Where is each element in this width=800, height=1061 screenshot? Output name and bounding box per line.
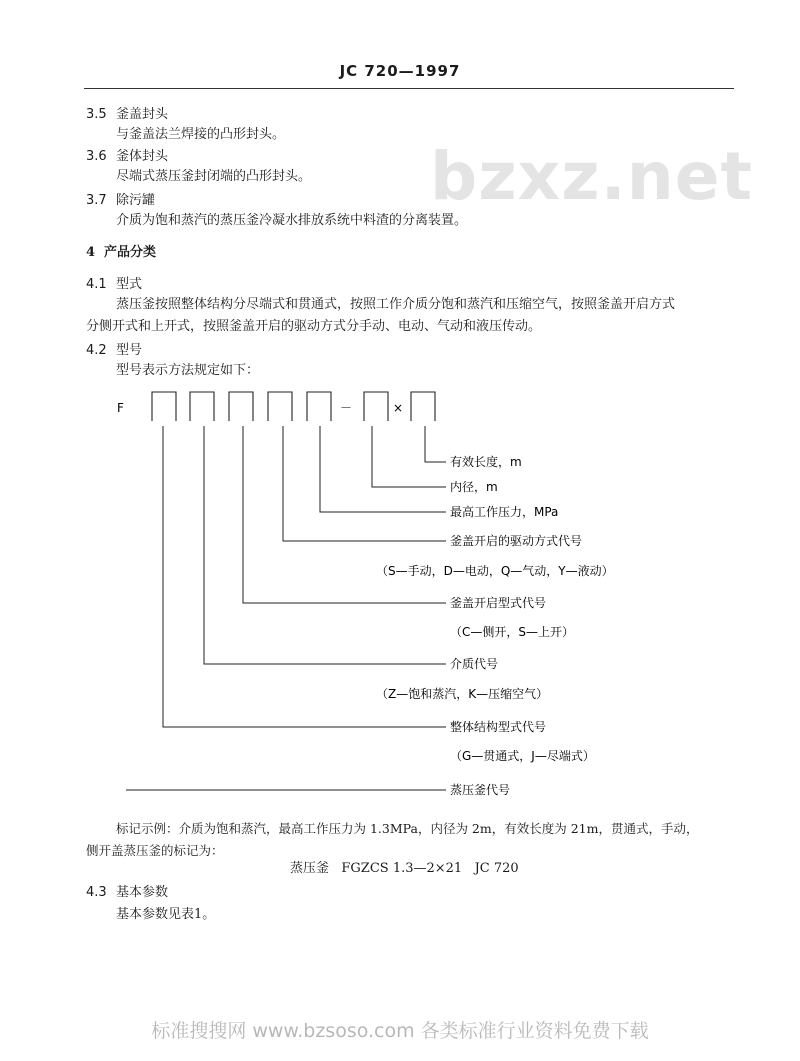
label-open-type: 釜盖开启型式代号 xyxy=(450,596,547,610)
section-title: 除污罐 xyxy=(116,193,156,208)
label-drive-codes: （S—手动，D—电动，Q—气动，Y—液动） xyxy=(376,564,614,578)
leader-drive xyxy=(283,426,446,541)
label-length: 有效长度，m xyxy=(450,455,522,469)
section-4-1-line1: 蒸压釜按照整体结构分尽端式和贯通式，按照工作介质分饱和蒸汽和压缩空气，按照釜盖开启方式 xyxy=(116,297,676,312)
watermark: bzxz.net xyxy=(430,138,754,215)
section-number: 3.5 xyxy=(86,107,107,122)
label-medium: 介质代号 xyxy=(450,657,499,671)
example-marking: 蒸压釜 FGZCS 1.3—2×21 JC 720 xyxy=(290,861,519,876)
label-diameter: 内径，m xyxy=(450,480,498,494)
leader-medium xyxy=(204,426,446,664)
label-drive: 釜盖开启的驱动方式代号 xyxy=(450,534,583,548)
label-structure-codes: （G—贯通式，J—尽端式） xyxy=(450,749,595,763)
code-times: × xyxy=(393,401,404,415)
code-box-open-type xyxy=(229,392,253,421)
label-structure: 整体结构型式代号 xyxy=(450,720,547,734)
section-4-2-intro: 型号表示方法规定如下： xyxy=(116,363,260,378)
section-number: 4.3 xyxy=(86,885,107,900)
example-line1: 标记示例：介质为饱和蒸汽，最高工作压力为 1.3MPa，内径为 2m，有效长度为 21m，贯通式，手动， xyxy=(116,821,699,836)
leader-pressure xyxy=(320,426,446,512)
label-open-codes: （C—侧开，S—上开） xyxy=(450,625,574,639)
section-4-1-line2: 分侧开式和上开式，按照釜盖开启的驱动方式分手动、电动、气动和液压传动。 xyxy=(86,319,542,334)
footer-banner: 标准搜搜网 www.bzsoso.com 各类标准行业资料免费下载 xyxy=(151,1020,649,1042)
section-number: 4 xyxy=(86,245,96,260)
section-title: 型式 xyxy=(116,277,143,292)
section-number: 4.1 xyxy=(86,277,107,292)
label-product: 蒸压釜代号 xyxy=(450,783,511,797)
section-title: 釜盖封头 xyxy=(116,107,169,122)
section-number: 3.6 xyxy=(86,149,107,164)
section-title: 釜体封头 xyxy=(116,149,169,164)
code-box-diameter xyxy=(364,392,388,421)
page-header: JC 720—1997 xyxy=(339,62,461,80)
code-dash: － xyxy=(340,401,353,415)
section-number: 4.2 xyxy=(86,343,107,358)
section-title: 基本参数 xyxy=(116,885,169,900)
label-pressure: 最高工作压力，MPa xyxy=(450,505,559,519)
section-4-3-heading xyxy=(86,884,168,902)
section-3-7-text: 介质为饱和蒸汽的蒸压釜冷凝水排放系统中料渣的分离装置。 xyxy=(116,213,468,228)
code-box-pressure xyxy=(307,392,331,421)
model-prefix: F xyxy=(117,401,124,415)
section-4-3-text: 基本参数见表1。 xyxy=(116,907,216,922)
code-box-length xyxy=(411,392,435,421)
code-box-medium xyxy=(190,392,214,421)
leader-length xyxy=(425,426,446,462)
leader-diameter xyxy=(372,426,446,487)
section-number: 3.7 xyxy=(86,193,107,208)
code-box-drive xyxy=(268,392,292,421)
section-title: 产品分类 xyxy=(104,245,157,260)
example-line2: 侧开盖蒸压釜的标记为： xyxy=(86,843,224,858)
section-3-5-text: 与釜盖法兰焊接的凸形封头。 xyxy=(116,127,286,142)
code-box-structure xyxy=(152,392,176,421)
section-3-6-text: 尽端式蒸压釜封闭端的凸形封头。 xyxy=(116,169,312,184)
label-medium-codes: （Z—饱和蒸汽，K—压缩空气） xyxy=(376,687,549,701)
section-title: 型号 xyxy=(116,343,143,358)
